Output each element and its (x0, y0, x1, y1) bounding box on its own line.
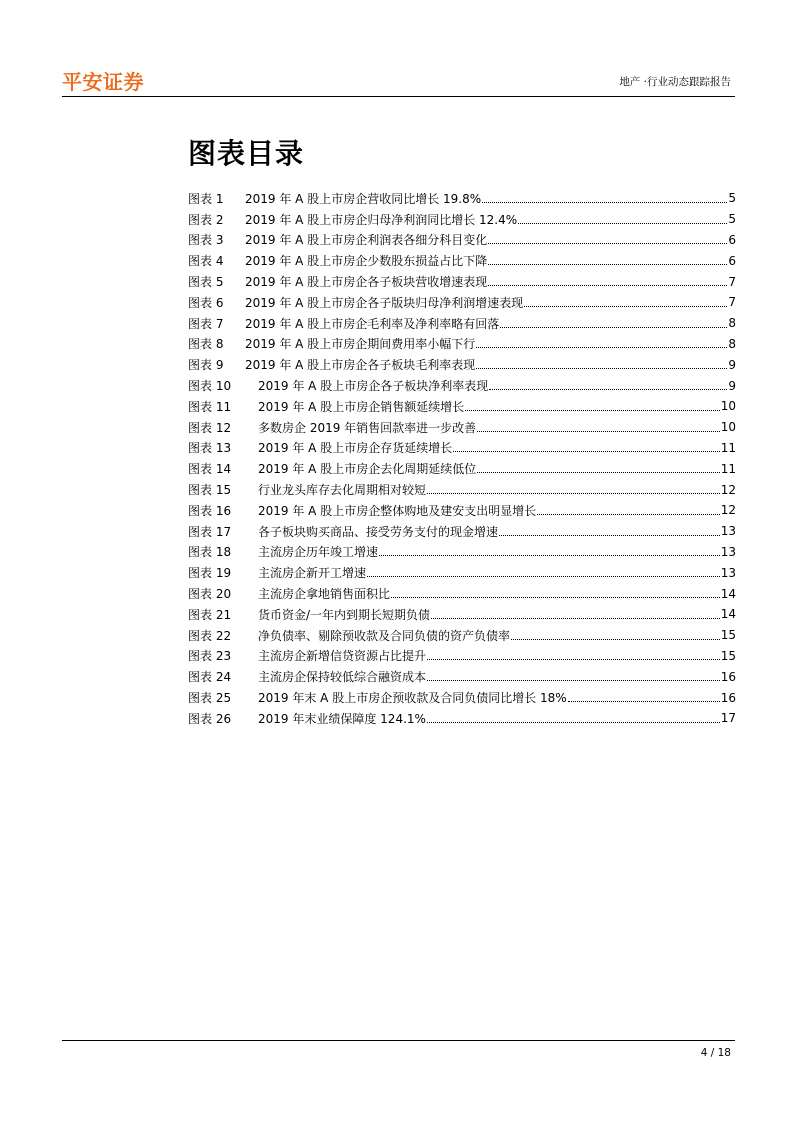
toc-entry-page: 12 (720, 482, 736, 497)
toc-entry-title: 货币资金/一年内到期长短期负债 (258, 607, 431, 622)
toc-entry-title: 2019 年 A 股上市房企销售额延续增长 (258, 399, 465, 414)
toc-entry-label: 图表 1 (188, 191, 224, 206)
brand-logo: 平安证券 (62, 70, 144, 94)
toc-dot-leader (477, 472, 720, 473)
toc-dot-leader (391, 597, 720, 598)
toc-entry-title: 2019 年 A 股上市房企存货延续增长 (258, 441, 453, 456)
toc-entry-title: 2019 年 A 股上市房企去化周期延续低位 (258, 462, 477, 477)
toc-dot-leader (489, 389, 727, 390)
toc-entry[interactable] (188, 521, 736, 542)
toc-entry-title: 2019 年 A 股上市房企归母净利润同比增长 12.4% (245, 212, 518, 227)
toc-dot-leader (511, 639, 720, 640)
toc-entry-title: 主流房企新增信贷资源占比提升 (258, 649, 427, 664)
toc-entry[interactable] (188, 542, 736, 563)
toc-dot-leader (500, 327, 727, 328)
toc-entry-label: 图表 16 (188, 503, 232, 518)
toc-entry[interactable] (188, 250, 736, 271)
toc-entry-page: 5 (728, 191, 736, 206)
page-number: 4 / 18 (700, 1047, 731, 1059)
toc-entry-page: 7 (728, 274, 736, 289)
toc-entry-title: 净负债率、剔除预收款及合同负债的资产负债率 (258, 628, 511, 643)
toc-entry-label: 图表 17 (188, 524, 232, 539)
page-title: 图表目录 (188, 137, 305, 170)
toc-entry-page: 10 (720, 420, 736, 435)
toc-entry-page: 13 (720, 565, 736, 580)
toc-dot-leader (379, 555, 720, 556)
toc-dot-leader (524, 306, 727, 307)
toc-dot-leader (431, 618, 720, 619)
toc-entry-title: 2019 年末 A 股上市房企预收款及合同负债同比增长 18% (258, 691, 567, 706)
toc-entry[interactable] (188, 230, 736, 251)
toc-dot-leader (476, 368, 727, 369)
toc-entry-title: 多数房企 2019 年销售回款率进一步改善 (258, 420, 477, 435)
toc-entry-label: 图表 9 (188, 358, 224, 373)
toc-entry-page: 15 (720, 648, 736, 663)
toc-entry-label: 图表 6 (188, 295, 224, 310)
toc-entry-title: 2019 年 A 股上市房企整体购地及建安支出明显增长 (258, 503, 537, 518)
toc-entry[interactable] (188, 646, 736, 667)
toc-entry-title: 2019 年末业绩保障度 124.1% (258, 711, 426, 726)
toc-entry-title: 行业龙头库存去化周期相对较短 (258, 483, 427, 498)
toc-entry-label: 图表 13 (188, 441, 232, 456)
toc-entry-label: 图表 15 (188, 483, 232, 498)
toc-entry-label: 图表 26 (188, 711, 232, 726)
toc-entry-label: 图表 3 (188, 233, 224, 248)
toc-entry-page: 8 (728, 336, 736, 351)
toc-entry-label: 图表 2 (188, 212, 224, 227)
toc-dot-leader (427, 493, 720, 494)
toc-entry[interactable] (188, 375, 736, 396)
toc-entry-page: 14 (720, 586, 736, 601)
toc-entry[interactable] (188, 666, 736, 687)
toc-entry-label: 图表 5 (188, 275, 224, 290)
toc-entry-page: 13 (720, 524, 736, 539)
toc-entry-label: 图表 12 (188, 420, 232, 435)
toc-entry-title: 2019 年 A 股上市房企利润表各细分科目变化 (245, 233, 488, 248)
toc-entry-label: 图表 14 (188, 462, 232, 477)
toc-dot-leader (427, 659, 720, 660)
toc-entry[interactable] (188, 334, 736, 355)
toc-entry-page: 9 (728, 378, 736, 393)
toc-entry-page: 14 (720, 607, 736, 622)
report-category: 地产 ·行业动态跟踪报告 (619, 76, 731, 88)
toc-entry-label: 图表 20 (188, 587, 232, 602)
toc-entry[interactable] (188, 583, 736, 604)
toc-dot-leader (568, 701, 720, 702)
toc-entry-label: 图表 24 (188, 670, 232, 685)
toc-entry-label: 图表 4 (188, 254, 224, 269)
toc-entry[interactable] (188, 438, 736, 459)
toc-entry[interactable] (188, 458, 736, 479)
toc-entry-label: 图表 7 (188, 316, 224, 331)
toc-entry-page: 5 (728, 212, 736, 227)
toc-dot-leader (367, 576, 720, 577)
toc-entry-title: 2019 年 A 股上市房企少数股东损益占比下降 (245, 254, 488, 269)
toc-entry-page: 10 (720, 399, 736, 414)
figure-list (188, 188, 736, 729)
toc-entry[interactable] (188, 271, 736, 292)
toc-entry-title: 主流房企拿地销售面积比 (258, 587, 391, 602)
toc-entry-page: 13 (720, 544, 736, 559)
toc-entry-title: 2019 年 A 股上市房企各子板块毛利率表现 (245, 358, 476, 373)
toc-entry[interactable] (188, 188, 736, 209)
toc-dot-leader (427, 680, 720, 681)
toc-entry-title: 2019 年 A 股上市房企各子版块归母净利润增速表现 (245, 295, 524, 310)
toc-dot-leader (488, 285, 727, 286)
toc-dot-leader (482, 202, 727, 203)
toc-entry-title: 主流房企新开工增速 (258, 566, 367, 581)
toc-entry-title: 2019 年 A 股上市房企营收同比增长 19.8% (245, 191, 482, 206)
toc-dot-leader (427, 722, 720, 723)
toc-entry-title: 各子板块购买商品、接受劳务支付的现金增速 (258, 524, 499, 539)
toc-dot-leader (465, 410, 720, 411)
toc-entry-page: 17 (720, 711, 736, 726)
toc-entry-page: 6 (728, 232, 736, 247)
toc-entry-label: 图表 23 (188, 649, 232, 664)
toc-entry[interactable] (188, 417, 736, 438)
toc-dot-leader (488, 243, 727, 244)
toc-entry-page: 11 (720, 461, 736, 476)
toc-entry-page: 11 (720, 440, 736, 455)
toc-entry[interactable] (188, 313, 736, 334)
toc-entry[interactable] (188, 708, 736, 729)
toc-dot-leader (518, 223, 727, 224)
toc-entry-label: 图表 25 (188, 691, 232, 706)
toc-entry-page: 15 (720, 628, 736, 643)
toc-entry-page: 16 (720, 690, 736, 705)
toc-entry-label: 图表 11 (188, 399, 232, 414)
toc-entry-page: 6 (728, 253, 736, 268)
toc-entry[interactable] (188, 562, 736, 583)
toc-entry-label: 图表 22 (188, 628, 232, 643)
header-divider (62, 96, 735, 97)
toc-entry-label: 图表 8 (188, 337, 224, 352)
toc-entry-title: 主流房企保持较低综合融资成本 (258, 670, 427, 685)
toc-entry[interactable] (188, 354, 736, 375)
toc-entry-title: 2019 年 A 股上市房企各子板块净利率表现 (258, 379, 489, 394)
toc-dot-leader (499, 535, 720, 536)
toc-entry-title: 2019 年 A 股上市房企期间费用率小幅下行 (245, 337, 476, 352)
toc-dot-leader (537, 514, 720, 515)
toc-entry[interactable] (188, 209, 736, 230)
toc-entry[interactable] (188, 500, 736, 521)
toc-entry-label: 图表 21 (188, 607, 232, 622)
toc-entry[interactable] (188, 604, 736, 625)
toc-entry-label: 图表 18 (188, 545, 232, 560)
toc-entry-page: 7 (728, 295, 736, 310)
toc-entry-page: 16 (720, 669, 736, 684)
toc-entry-title: 2019 年 A 股上市房企各子板块营收增速表现 (245, 275, 488, 290)
toc-entry-page: 9 (728, 357, 736, 372)
toc-entry-page: 12 (720, 503, 736, 518)
toc-entry[interactable] (188, 396, 736, 417)
toc-entry-title: 主流房企历年竣工增速 (258, 545, 379, 560)
toc-dot-leader (453, 451, 720, 452)
toc-entry-label: 图表 10 (188, 379, 232, 394)
footer-divider (62, 1040, 735, 1041)
toc-dot-leader (488, 264, 727, 265)
toc-dot-leader (476, 347, 727, 348)
toc-entry[interactable] (188, 687, 736, 708)
toc-entry-title: 2019 年 A 股上市房企毛利率及净利率略有回落 (245, 316, 500, 331)
toc-entry[interactable] (188, 479, 736, 500)
toc-dot-leader (477, 431, 720, 432)
toc-entry[interactable] (188, 292, 736, 313)
toc-entry-label: 图表 19 (188, 566, 232, 581)
toc-entry-page: 8 (728, 316, 736, 331)
toc-entry[interactable] (188, 625, 736, 646)
